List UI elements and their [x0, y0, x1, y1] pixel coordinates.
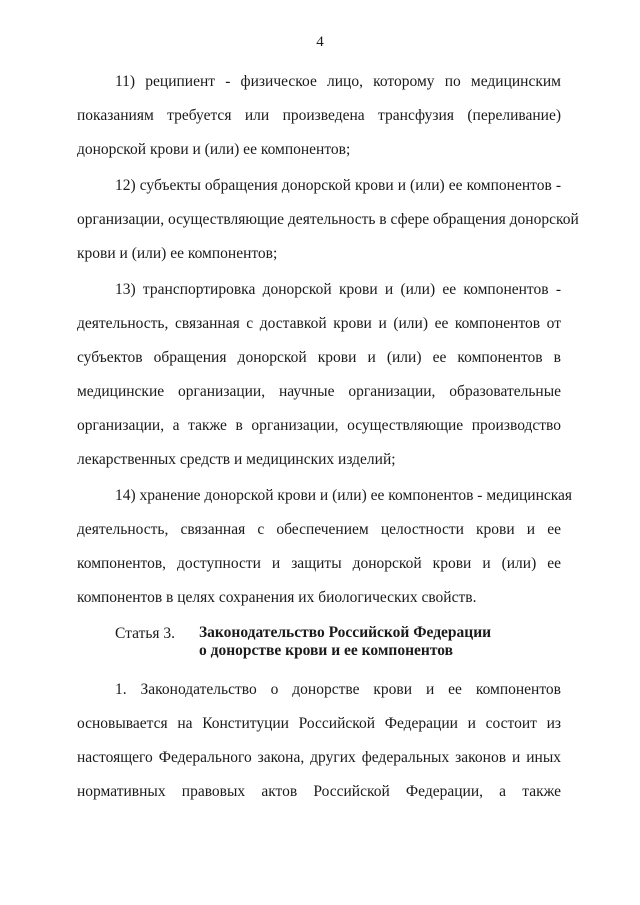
text-line: деятельность, связанная с доставкой крови и (или) ее компонентов от [77, 315, 561, 332]
text-line: донорской крови и (или) ее компонентов; [77, 141, 351, 158]
text-line: компонентов, доступности и защиты донорской крови и (или) ее [77, 555, 561, 572]
text-line: организации, а также в организации, осуществляющие производство [77, 417, 561, 434]
text-line: лекарственных средств и медицинских изделий; [77, 451, 396, 468]
text-line: 11) реципиент - физическое лицо, которому по медицинским [115, 73, 561, 90]
text-line: настоящего Федерального закона, других федеральных законов и иных [77, 749, 561, 766]
article-title-line: Законодательство Российской Федерации [199, 624, 492, 641]
text-line: 14) хранение донорской крови и (или) ее компонентов - медицинская [115, 487, 573, 504]
page-number: 4 [316, 34, 324, 50]
article-title-line: о донорстве крови и ее компонентов [199, 642, 453, 659]
text-line: 12) субъекты обращения донорской крови и (или) ее компонентов - [115, 177, 561, 194]
text-line: крови и (или) ее компонентов; [77, 245, 278, 262]
text-line: организации, осуществляющие деятельность в сфере обращения донорской [77, 211, 579, 228]
article-number: Статья 3. [115, 625, 176, 642]
text-line: компонентов в целях сохранения их биологических свойств. [77, 589, 477, 606]
text-line: деятельность, связанная с обеспечением целостности крови и ее [77, 521, 561, 538]
text-line: медицинские организации, научные организации, образовательные [77, 383, 561, 400]
text-line: субъектов обращения донорской крови и (или) ее компонентов в [77, 349, 561, 366]
text-line: основывается на Конституции Российской Федерации и состоит из [77, 715, 561, 732]
text-line: 13) транспортировка донорской крови и (или) ее компонентов - [115, 281, 561, 298]
text-line: 1. Законодательство о донорстве крови и ее компонентов [115, 681, 561, 698]
article-title [199, 624, 491, 660]
text-line: показаниям требуется или произведена трансфузия (переливание) [77, 107, 561, 124]
text-line: нормативных правовых актов Российской Федерации, а также [77, 783, 561, 800]
